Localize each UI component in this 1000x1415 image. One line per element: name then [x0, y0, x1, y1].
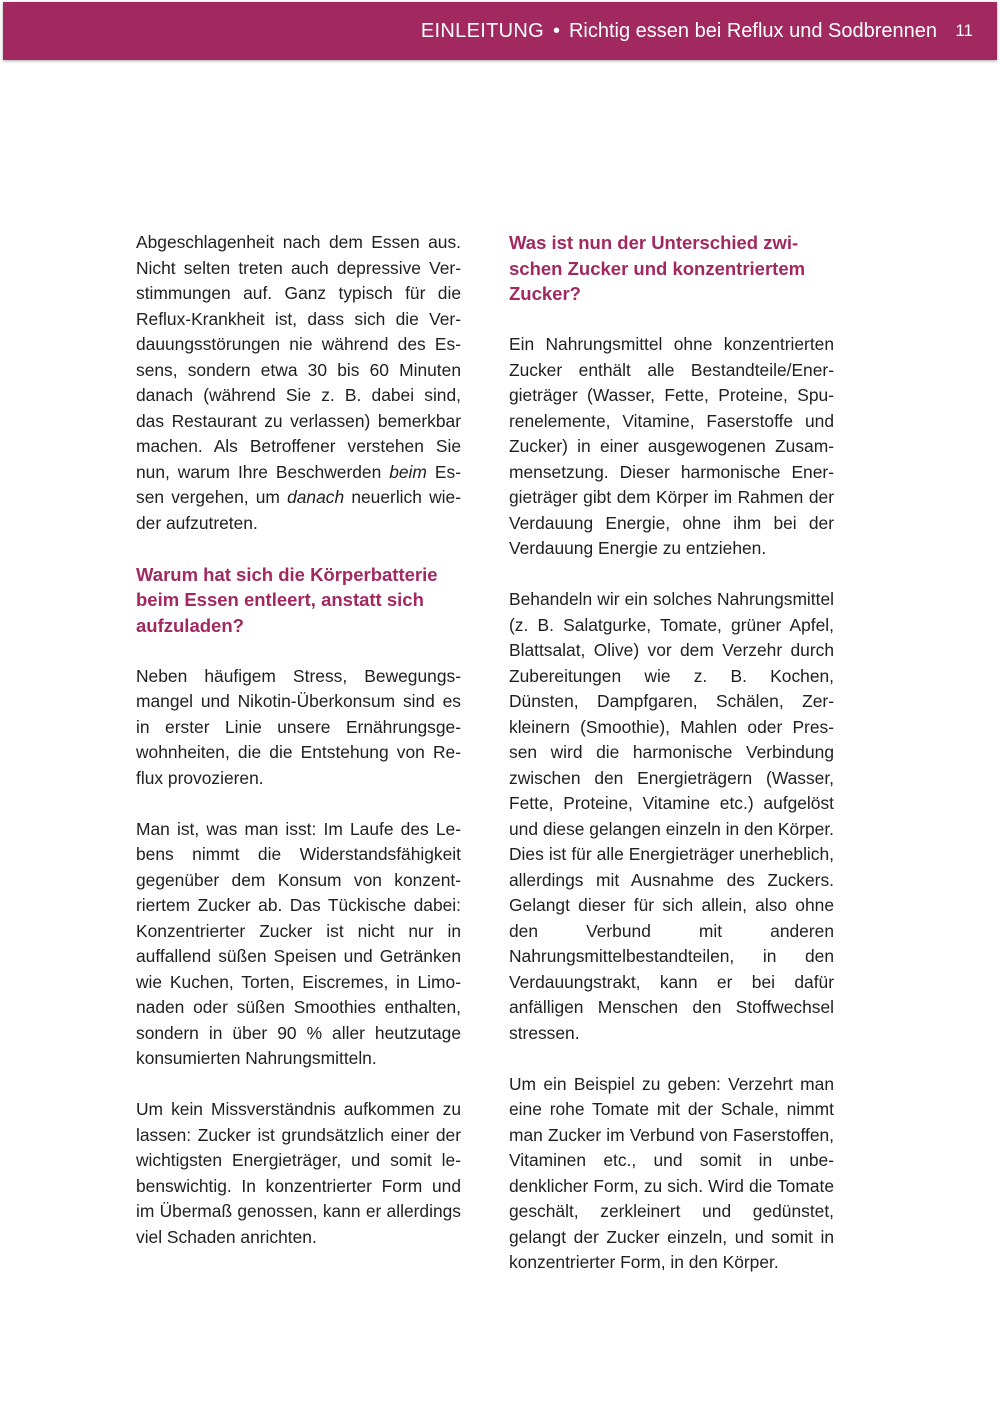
- emphasis-danach: danach: [287, 487, 345, 507]
- header-bullet: •: [552, 19, 560, 42]
- left-paragraph-2: Neben häufigem Stress, Bewegungsmangel und Nikotin-Überkonsum sind es in erster Linie unsere Ernährungsgewohnheiten, die die Entstehung von Reflux provozieren.: [136, 665, 461, 788]
- page-number: 11: [955, 21, 973, 40]
- right-paragraph-2: Behandeln wir ein solches Nahrungsmittel (z. B. Salatgurke, Tomate, grüner Apfel, Blattsalat, Olive) vor dem Verzehr durch Zubereitungen wie z. B. Kochen, Dünsten, Dampfgaren, Schälen, Zerkleinern (Smoothie), Mahlen oder Pressen wird die harmonische Verbindung zwischen den Energieträgern (Wasser, Fette, Proteine, Vitamine etc.) aufgelöst und diese gelangen einzeln in den Körper. Dies ist für alle Energieträger unerheblich, allerdings mit Ausnahme des Zuckers. Gelangt dieser für sich allein, also ohne den Verbund mit anderen Nahrungsmittelbestandteilen, in den Verdauungstrakt, kann er bei dafür anfälligen Menschen den Stoffwechsel stressen.: [509, 589, 834, 1043]
- section-heading-koerperbatterie: Warum hat sich die Körperbatterie beim Essen entleert, anstatt sich aufzuladen?: [136, 563, 438, 636]
- right-paragraph-1: Ein Nahrungsmittel ohne konzentrierten Zucker enthält alle Bestandteile/Energieträger (Wasser, Fette, Proteine, Spurenelemente, Vitamine, Faserstoffe und Zucker) in einer ausgewogenen Zusammensetzung. Dieser harmonische Energieträger gibt dem Körper im Rahmen der Verdauung Energie, ohne ihm bei der Verdauung Energie zu entziehen.: [509, 334, 834, 558]
- section-heading-zucker-unterschied: Was ist nun der Unterschied zwischen Zucker und konzentriertem Zucker?: [509, 232, 806, 304]
- left-paragraph-4: Um kein Missverständnis aufkommen zu lassen: Zucker ist grundsätzlich einer der wichtigsten Energieträger, und somit lebenswichtig. In konzentrierter Form und im Übermaß genossen, kann er allerdings viel Schaden anrichten.: [136, 1099, 461, 1247]
- left-paragraph-1: Abgeschlagenheit nach dem Essen aus. Nicht selten treten auch depressive Verstimmungen auf. Ganz typisch für die Reflux-Krankheit ist, dass sich die Verdauungsstörungen nie während des Essens, sondern etwa 30 bis 60 Minuten danach (während Sie z. B. dabei sind, das Restaurant zu verlassen) bemerkbar machen. Als Betroffener verstehen Sie nun, warum Ihre Beschwerden beim Essen vergehen, um danach neuerlich wieder aufzutreten.: [136, 232, 461, 533]
- header-book-title: Richtig essen bei Reflux und Sodbrennen: [568, 19, 937, 42]
- left-paragraph-3: Man ist, was man isst: Im Laufe des Lebens nimmt die Widerstandsfähigkeit gegenüber dem Konsum von konzentriertem Zucker ab. Das Tückische dabei: Konzentrierter Zucker ist nicht nur in auffallend süßen Speisen und Getränken wie Kuchen, Torten, Eiscremes, in Limonaden oder süßen Smoothies enthalten, sondern in über 90 % aller heutzutage konsumierten Nahrungsmitteln.: [136, 818, 461, 1068]
- right-paragraph-3: Um ein Beispiel zu geben: Verzehrt man eine rohe Tomate mit der Schale, nimmt man Zucker im Verbund von Faserstoffen, Vitaminen etc., und somit in unbedenklicher Form, zu sich. Wird die Tomate geschält, zerkleinert und gedünstet, gelangt der Zucker einzeln, und somit in konzentrierter Form, in den Körper.: [509, 1073, 834, 1272]
- running-header: [3, 2, 997, 60]
- emphasis-beim: beim: [389, 461, 427, 482]
- header-section-label: EINLEITUNG: [420, 19, 544, 42]
- right-column: [509, 230, 834, 1301]
- left-column: [136, 230, 461, 1276]
